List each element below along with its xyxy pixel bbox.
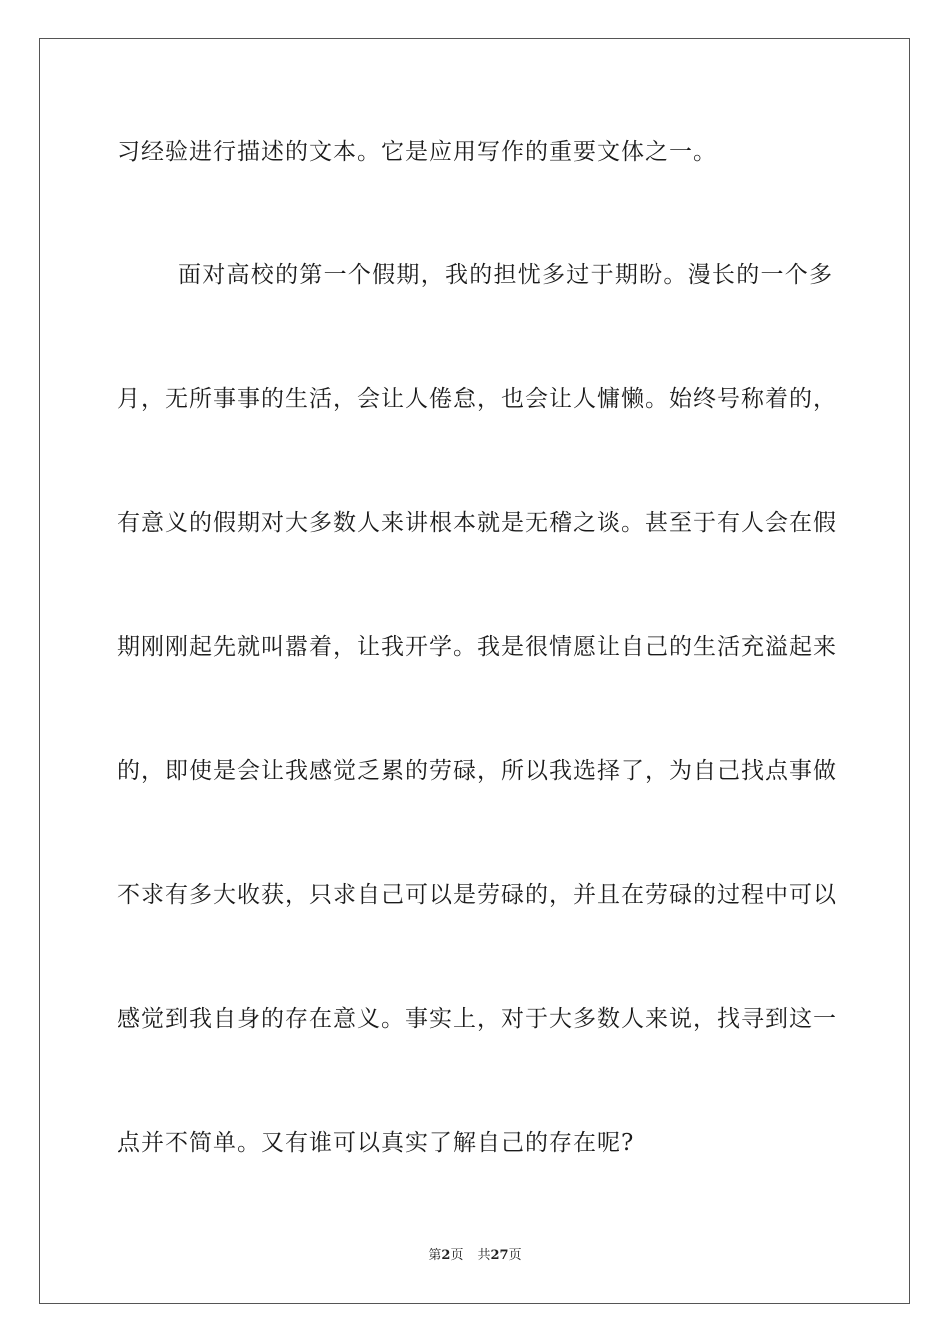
page-prefix: 第 (428, 1248, 442, 1263)
body-line-4: 有意义的假期对大多数人来讲根本就是无稽之谈。甚至于有人会在假 (117, 510, 837, 536)
body-line-9: 点并不简单。又有谁可以真实了解自己的存在呢? (117, 1130, 635, 1156)
total-suffix: 页 (508, 1248, 522, 1263)
total-prefix: 共 (477, 1248, 491, 1263)
body-line-3: 月，无所事事的生活，会让人倦怠，也会让人慵懒。始终号称着的， (117, 386, 837, 412)
body-line-1: 习经验进行描述的文本。它是应用写作的重要文体之一。 (117, 139, 717, 165)
body-line-5: 期刚刚起先就叫嚣着，让我开学。我是很情愿让自己的生活充溢起来 (117, 634, 837, 660)
body-line-2: 面对高校的第一个假期，我的担忧多过于期盼。漫长的一个多 (178, 262, 833, 288)
body-line-8: 感觉到我自身的存在意义。事实上，对于大多数人来说，找寻到这一 (117, 1006, 837, 1032)
page-footer (0, 1247, 950, 1265)
total-pages: 27 (490, 1248, 509, 1263)
page-number: 2 (441, 1248, 451, 1263)
body-line-6: 的，即使是会让我感觉乏累的劳碌，所以我选择了，为自己找点事做 (117, 758, 837, 784)
page-suffix: 页 (450, 1248, 464, 1263)
body-line-7: 不求有多大收获，只求自己可以是劳碌的，并且在劳碌的过程中可以 (117, 882, 837, 908)
page-border (39, 38, 910, 1304)
